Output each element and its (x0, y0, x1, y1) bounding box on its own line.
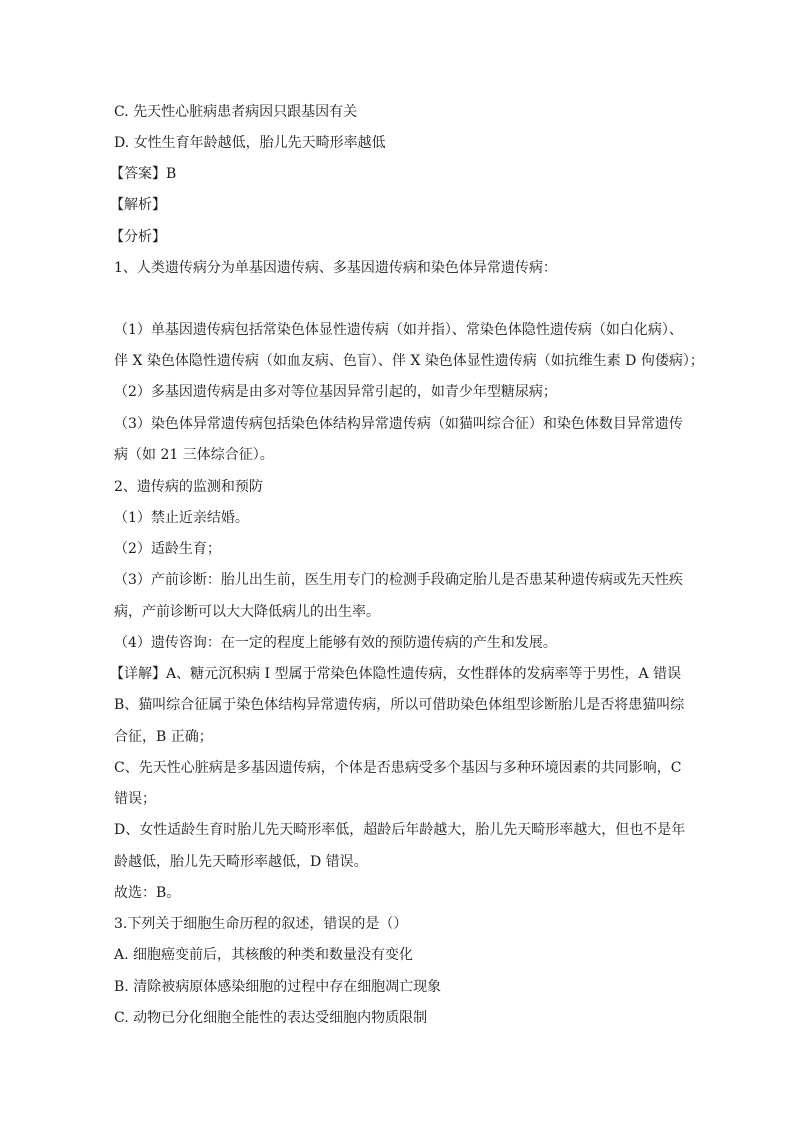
detail-d-line-1: D、女性适龄生育时胎儿先天畸形率低，超龄后年龄越大，胎儿先天畸形率越大，但也不是年 (114, 822, 686, 838)
detail-b-line-1: B、猫叫综合征属于染色体结构异常遗传病，所以可借助染色体组型诊断胎儿是否将患猫叫综 (114, 697, 685, 713)
final-choice: 故选：B。 (114, 885, 181, 901)
prevention-4: （4）遗传咨询：在一定的程度上能够有效的预防遗传病的产生和发展。 (114, 635, 557, 651)
analysis-point-2: 2、遗传病的监测和预防 (114, 479, 263, 495)
option-d-line: D. 女性生育年龄越低，胎儿先天畸形率越低 (114, 135, 386, 151)
analysis-sub-1-line-2: 伴 X 染色体隐性遗传病（如血友病、色盲）、伴 X 染色体显性遗传病（如抗维生素 D 佝偻病）； (114, 353, 704, 369)
detail-c-line-2: 错误； (114, 791, 156, 807)
analysis-sub-2: （2）多基因遗传病是由多对等位基因异常引起的，如青少年型糖尿病； (114, 384, 557, 400)
detail-b-line-2: 合征，B 正确； (114, 729, 213, 745)
analysis-sub-3-line-2: 病（如 21 三体综合征）。 (114, 447, 274, 463)
analysis-sub-3-line-1: （3）染色体异常遗传病包括染色体结构异常遗传病（如猫叫综合征）和染色体数目异常遗传 (114, 416, 683, 432)
prevention-3-line-1: （3）产前诊断：胎儿出生前，医生用专门的检测手段确定胎儿是否患某种遗传病或先天性疾 (114, 572, 683, 588)
question-3-option-a: A. 细胞癌变前后，其核酸的种类和数量没有变化 (114, 947, 414, 963)
analysis-point-1: 1、人类遗传病分为单基因遗传病、多基因遗传病和染色体异常遗传病： (114, 260, 557, 276)
analysis-heading: 【分析】 (110, 229, 166, 245)
explanation-heading: 【解析】 (110, 197, 166, 213)
option-c-line: C. 先天性心脏病患者病因只跟基因有关 (114, 104, 358, 120)
detail-d-line-2: 龄越低，胎儿先天畸形率越低，D 错误。 (114, 854, 368, 870)
analysis-sub-1-line-1: （1）单基因遗传病包括常染色体显性遗传病（如并指）、常染色体隐性遗传病（如白化病）、 (114, 322, 683, 338)
detail-a: 【详解】A、糖元沉积病 I 型属于常染色体隐性遗传病，女性群体的发病率等于男性，A 错误 (110, 666, 682, 682)
prevention-1: （1）禁止近亲结婚。 (114, 510, 249, 526)
detail-c-line-1: C、先天性心脏病是多基因遗传病，个体是否患病受多个基因与多种环境因素的共同影响，C (114, 760, 682, 776)
answer-heading: 【答案】B (110, 166, 177, 182)
question-3-option-c: C. 动物已分化细胞全能性的表达受细胞内物质限制 (114, 1010, 428, 1026)
question-3-option-b: B. 清除被病原体感染细胞的过程中存在细胞凋亡现象 (114, 979, 442, 995)
prevention-2: （2）适龄生育； (114, 541, 221, 557)
question-3-stem: 3.下列关于细胞生命历程的叙述，错误的是（） (114, 916, 408, 932)
prevention-3-line-2: 病，产前诊断可以大大降低病儿的出生率。 (114, 604, 380, 620)
